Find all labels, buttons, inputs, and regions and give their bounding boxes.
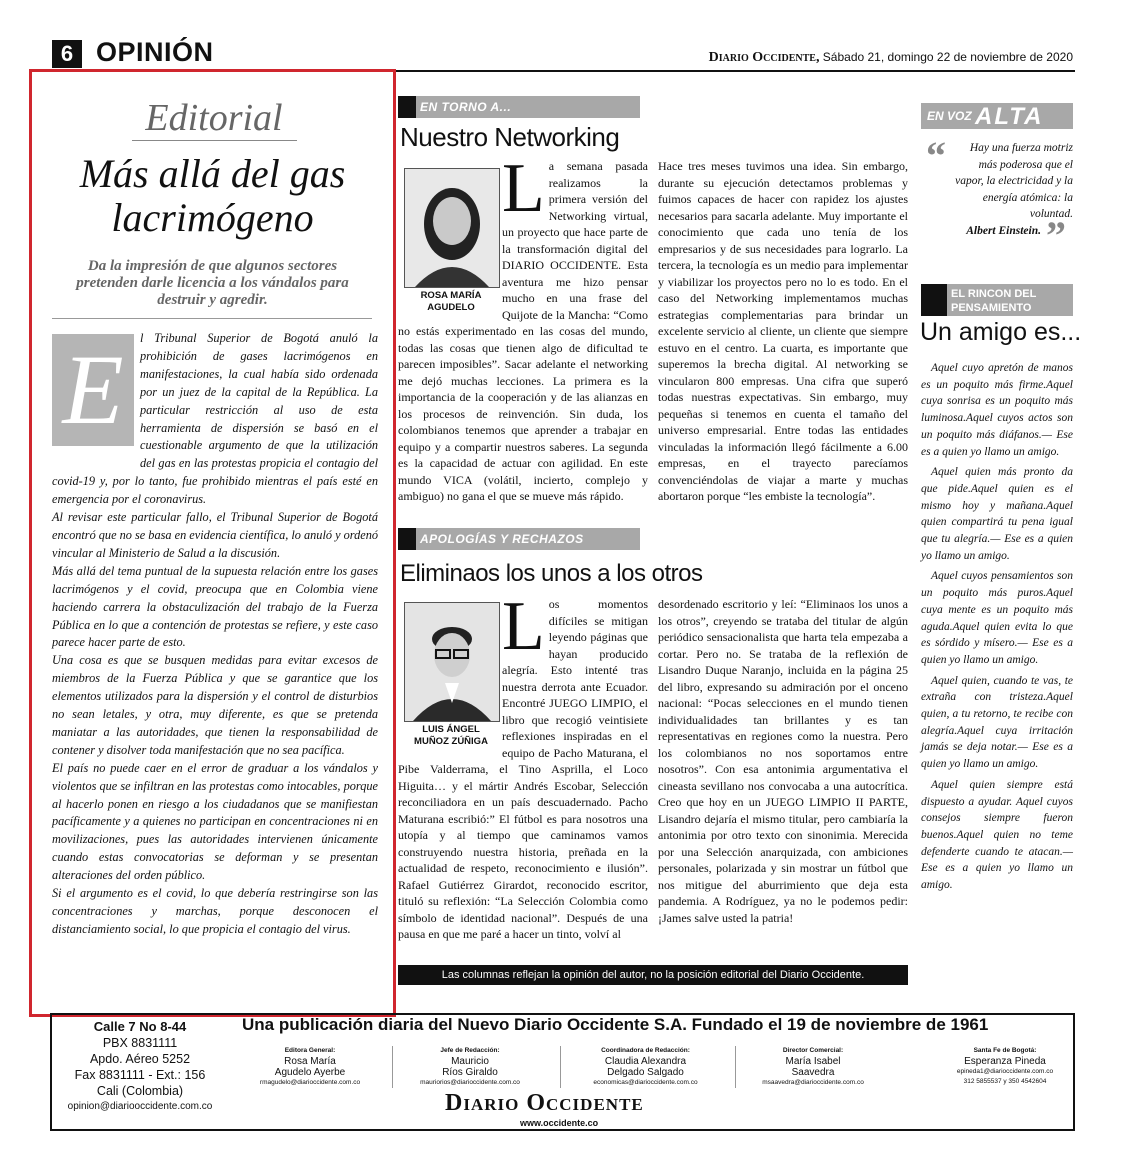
rincon-paragraph: Aquel quien, cuando te vas, te extraña con tristeza.Aquel quien, a tu retorno, te recibe con alegría.Aquel cuya irritación jamás se deja notar.— Ese es a quien yo llamo un amigo. bbox=[921, 674, 1073, 771]
quote-text: Hay una fuerza motriz más poderosa que el vapor, la electricidad y la energía atómica: la voluntad. bbox=[955, 142, 1073, 220]
contact-email: opinion@diariooccidente.com.co bbox=[67, 1101, 213, 1112]
editorial-title: Más allá del gas lacrimógeno bbox=[79, 151, 346, 240]
fax: Fax 8831111 - Ext.: 156 bbox=[74, 1068, 206, 1082]
editorial-paragraph: Si el argumento es el covid, lo que debería restringirse son las concentraciones y marchas, porque desconocen el distanciamiento social, lo que propicia el contagio del virus. bbox=[52, 886, 378, 936]
editorial-paragraph: Más allá del tema puntual de la supuesta relación entre los gases lacrimógenos y el covid, preocupa que en Colombia viene haciendo carrera la obstaculización del trabajo de la Fuerza Pública en lo que a contención de protestas se refiere, y este caso parece hacer parte de esto. bbox=[52, 563, 378, 650]
staff-role: Coordinadora de Redacción: bbox=[601, 1047, 690, 1054]
staff-entry bbox=[940, 1046, 1070, 1087]
website: www.occidente.co bbox=[520, 1118, 599, 1128]
dateline bbox=[709, 50, 1073, 66]
issue-date: Sábado 21, domingo 22 de noviembre de 2020 bbox=[819, 50, 1073, 64]
paper-name: Diario Occidente, bbox=[708, 50, 820, 65]
networking-kicker: EN TORNO A... bbox=[420, 100, 512, 114]
networking-column-1 bbox=[398, 150, 648, 505]
voz-alta-word: ALTA bbox=[975, 103, 1044, 130]
staff-entry bbox=[563, 1046, 728, 1088]
divider bbox=[392, 1046, 393, 1088]
editorial-paragraph: l Tribunal Superior de Bogotá anuló la prohibición de gases lacrimógenos en manifestaciones, la cual había sido ordenada por un juez de la capital de la República. La particular restricción al uso de esta herramienta de dispersión se basó en el cuestionable argumento de que la utilización del gas en las protestas propicia el contagio del covid-19 y, por lo tanto, fue prohibido mientras el país esté en emergencia por el coronavirus. bbox=[52, 331, 378, 507]
disclaimer-bar: Las columnas reflejan la opinión del autor, no la posición editorial del Diario Occidente. bbox=[398, 965, 908, 985]
rincon-kicker-line2: PENSAMIENTO bbox=[951, 302, 1032, 314]
quote-author: Albert Einstein. bbox=[966, 224, 1041, 237]
networking-text-1: a semana pasada realizamos la primera versión del Networking virtual, un proyecto que hace parte de la transformación digital del DIARIO OCCIDENTE. Esta aventura me hizo pensar mucho en una frase del Quijote de la Mancha: “Como no estás experimentado en las cosas del mundo, todas las cosas que tienen algo de dificultad te parecen imposibles”. Sacar adelante el networking me dejó muchas lecciones. La primera es la importancia de la cooperación y de las alianzas en los procesos de reinvención. Sin duda, los colombianos tenemos que aprender a trabajar en equipo y a compartir nuestros saberes. La segunda es la capacidad de actuar con agilidad. En este mundo VICA (volátil, incierto, complejo y ambiguo) no gana el que se mueve más rápido. bbox=[398, 159, 648, 503]
contact-block bbox=[55, 1019, 225, 1115]
staff-email: economicas@diarioccidente.com.co bbox=[593, 1079, 698, 1086]
apdo: Apdo. Aéreo 5252 bbox=[89, 1052, 191, 1066]
staff-name: María Isabel bbox=[785, 1056, 841, 1067]
staff-entry bbox=[738, 1046, 888, 1088]
apologias-title: Eliminaos los unos a los otros bbox=[400, 560, 703, 587]
rincon-paragraph: Aquel quien siempre está dispuesto a ayudar. Aquel cuyos consejos siempre fueron buenos.Aquel quien no teme defenderte cuando te atacan.— Ese es a quien yo llamo un amigo. bbox=[921, 778, 1073, 892]
divider bbox=[132, 140, 297, 141]
rincon-paragraph: Aquel cuyos pensamientos son un poquito más puros.Aquel cuya mente es un poquito más aguda.Aquel quien evita lo que es sórdido y mísero.— Ese es a quien yo llamo un amigo. bbox=[921, 570, 1073, 666]
staff-name: Claudia Alexandra bbox=[604, 1056, 687, 1067]
pbx: PBX 8831111 bbox=[102, 1036, 178, 1050]
drop-cap: E bbox=[52, 334, 134, 446]
editorial-lead: Da la impresión de que algunos sectores pretenden darle licencia a los vándalos para destruir y agredir. bbox=[76, 258, 349, 308]
staff-name: Esperanza Pineda bbox=[964, 1056, 1046, 1067]
big-letter: L bbox=[502, 150, 545, 227]
apologias-column-1 bbox=[398, 588, 648, 943]
editorial-kicker: Editorial bbox=[145, 97, 283, 139]
editorial-paragraph: Una cosa es que se busquen medidas para evitar excesos de miembros de la Fuerza Pública y que se garantice que los elementos utilizados para la dispersión y el control de disturbios no sean letales, y otra, muy diferente, es que se pretenda maniatar a las autoridades, que tienen la responsabilidad de contener y disolver toda manifestación que no sea pacífica. bbox=[52, 653, 378, 757]
author-name-line1: LUIS ÁNGEL bbox=[422, 724, 480, 735]
rincon-kicker-bar bbox=[921, 284, 1073, 316]
staff-role: Director Comercial: bbox=[782, 1047, 844, 1054]
voz-alta-bar bbox=[921, 103, 1073, 129]
author-name-line2: AGUDELO bbox=[427, 302, 475, 313]
address: Calle 7 No 8-44 bbox=[93, 1019, 187, 1034]
rincon-paragraph: Aquel cuyo apretón de manos es un poquito más firme.Aquel cuya sonrisa es un poquito más luminosa.Aquel cuyos actos son un poquito más diáfanos.— Ese es a quien yo llamo un amigo. bbox=[921, 362, 1073, 458]
staff-email: epineda1@diarioccidente.com.co bbox=[956, 1068, 1054, 1075]
staff-role: Editora General: bbox=[284, 1047, 336, 1054]
divider bbox=[560, 1046, 561, 1088]
apologias-text-1: os momentos difíciles se mitigan leyendo páginas que hayan producido alegría. Esto intenté tras nuestra derrota ante Ecuador. Encontré JUEGO LIMPIO, el libro que recogió veintisiete reflexiones inspiradas en el equipo de Pacho Maturana, el Pibe Valderrama, el Tino Asprilla, el Loco Higuita… y el mártir Andrés Escobar, Selección reconciliadora en un país descuadernado. Pacho Maturana escribió:” El fútbol es para nosotros una utopía y al tiempo que caminamos vamos construyendo nuestra historia, preñada en la actualidad de respeto, reconocimiento e ilusión”. Rafael Gutiérrez Girardot, reconocido escritor, tituló su reflexión: “La Selección Colombia como símbolo de identidad nacional”. Después de una pausa en que me paré a hacer un tinto, volví al bbox=[398, 597, 648, 941]
networking-text-2: Hace tres meses tuvimos una idea. Sin embargo, durante su ejecución detectamos problemas y fuimos capaces de hacer con rapidez los ajustes necesarios para sacarla adelante. Muy importante el conocimiento que cada uno tenía de los empresarios y de sus necesidades para lograrlo. La tercera, la tecnología es un medio para implementar y viabilizar los proyectos pero no lo es todo. En el caso del Networking implementamos muchas estrategias complementarias para brindar un excelente servicio al cliente, un cliente que siempre estuvo en el centro. La cuarta, es importante que superemos la brecha digital. Al networking se vincularon 800 empresas. Una cifra que superó todas nuestras expectativas. Sin embargo, muy pequeñas si tenemos en cuenta el tamaño del universo empresarial. Entre todas las entidades vinculadas la información llegó fácilmente a 6.00 empresas, en el trayecto parecíamos convenciéndolas de viajar a marte y muchas abortaron porque “les embiste la tecnología”. bbox=[658, 159, 908, 503]
author-name-line2: MUÑOZ ZÚÑIGA bbox=[414, 736, 488, 747]
section-title: OPINIÓN bbox=[96, 37, 214, 67]
staff-role: Santa Fe de Bogotá: bbox=[973, 1047, 1037, 1054]
publication-line: Una publicación diaria del Nuevo Diario Occidente S.A. Fundado el 19 de noviembre de 1961 bbox=[242, 1015, 989, 1034]
staff-entry bbox=[395, 1046, 545, 1088]
networking-kicker-bar bbox=[398, 96, 640, 118]
voz-alta-prefix: EN VOZ bbox=[927, 109, 972, 124]
rincon-paragraph: Aquel quien más pronto da que pide.Aquel quien es el mismo hoy y mañana.Aquel quien compartirá tu pena igual que tu alegría.— Ese es a quien yo llamo un amigo. bbox=[921, 466, 1073, 562]
staff-role: Jefe de Redacción: bbox=[440, 1047, 500, 1054]
editorial-paragraph: El país no puede caer en el error de graduar a los vándalos y violentos que se infiltran en las protestas como intocables, porque al hacerlo ponen en riesgo a los ciudadanos que se manifiestan pacíficamente y a quienes no participan en concentraciones ni en movilizaciones, pues las autoridades intervienen únicamente cuando estas convocatorias se deforman y se presentan alteraciones del orden público. bbox=[52, 760, 378, 883]
big-letter: L bbox=[502, 588, 545, 665]
staff-name: Delgado Salgado bbox=[607, 1067, 684, 1078]
divider bbox=[52, 318, 372, 319]
apologias-text-2: desordenado escritorio y leí: “Eliminaos los unos a los otros”, creyendo se trataba del titular de algún periódico sensacionalista que harta tela empezaba a cortar. Pero no. Se trataba de la reflexión de Lisandro Duque Naranjo, incluida en la página 25 del libro, expresando su admiración por el onceno nacional: “Pocas selecciones en el mundo tienen individualidades tan brillantes y es tan representativas en regiones como la nuestra. Pero los colombianos no nos soportamos entre nosotros”. Con esa antonimia argumentativa el cineasta sevillano nos convocaba a una autocrítica. Creo que hoy en un JUEGO LIMPIO II PARTE, Lisandro dejaría el mismo titular, pero cambiaría la antonimia por otro texto con sinonimia. Merecida por una Selección anarquizada, con ambiciones personales, polarizada y sin mostrar un fútbol que nos mitigue del aburrimiento que deja esta pandemia. A Rodríguez, ya no le podemos pedir: ¡James salve usted la patria! bbox=[658, 597, 908, 925]
editorial-paragraph: Al revisar este particular fallo, el Tribunal Superior de Bogotá encontró que no se basa en evidencia científica, lo anuló y ordenó vincular al Ministerio de Salud a la discusión. bbox=[52, 510, 379, 560]
staff-name: Rosa María bbox=[284, 1056, 336, 1067]
apologias-kicker-bar bbox=[398, 528, 640, 550]
close-quote-icon: ” bbox=[1046, 213, 1066, 258]
author-name-line1: ROSA MARÍA bbox=[420, 290, 482, 301]
staff-name: Saavedra bbox=[791, 1067, 835, 1078]
networking-column-2 bbox=[658, 158, 908, 505]
apologias-column-2 bbox=[658, 596, 908, 926]
staff-email: msaavedra@diarioccidente.com.co bbox=[762, 1079, 864, 1086]
page-number: 6 bbox=[52, 40, 82, 68]
masthead-logo: Diario Occidente bbox=[445, 1090, 644, 1116]
staff-name: Agudelo Ayerbe bbox=[274, 1067, 346, 1078]
rincon-kicker-line1: EL RINCON DEL bbox=[951, 288, 1037, 300]
open-quote-icon: “ bbox=[926, 133, 946, 178]
divider bbox=[735, 1046, 736, 1088]
staff-email: rmagudelo@diarioccidente.com.co bbox=[259, 1079, 361, 1086]
rincon-title: Un amigo es... bbox=[920, 318, 1082, 346]
networking-title: Nuestro Networking bbox=[400, 122, 620, 152]
city: Cali (Colombia) bbox=[96, 1084, 184, 1098]
staff-name: Ríos Giraldo bbox=[442, 1067, 498, 1078]
apologias-kicker: APOLOGÍAS Y RECHAZOS bbox=[420, 532, 584, 546]
staff-name: Mauricio bbox=[451, 1056, 489, 1067]
staff-email: mauriorios@diarioccidente.com.co bbox=[420, 1079, 520, 1086]
staff-phone: 312 5855537 y 350 4542604 bbox=[963, 1078, 1047, 1085]
staff-entry bbox=[235, 1046, 385, 1088]
rincon-body bbox=[921, 360, 1073, 898]
